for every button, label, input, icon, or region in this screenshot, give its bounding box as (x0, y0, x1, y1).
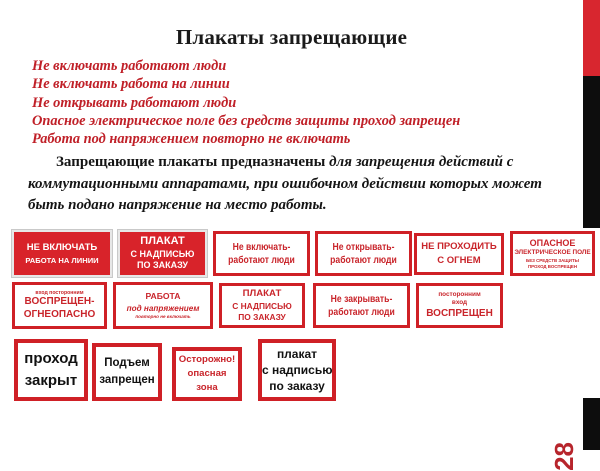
red-warning-list (32, 57, 572, 148)
sign-opasnoe-elektricheskoe-pole (510, 231, 595, 276)
sign-line: ПЛАКАТ (242, 288, 282, 300)
sign-line: БЕЗ СРЕДСТВ ЗАЩИТЫ (526, 257, 579, 263)
sign-line: ВОСПРЕЩЕН- (24, 296, 95, 308)
sign-line: Не открывать- (332, 240, 395, 253)
sign-line: С НАДПИСЬЮ (130, 249, 195, 260)
sign-postoronnim-vhod-vospreshen (416, 283, 503, 328)
sign-line: под напряжением (126, 303, 200, 313)
sign-ostorozhno-opasnaya-zona (172, 347, 242, 401)
sign-line: работают люди (228, 253, 295, 266)
sign-line: опасная (187, 368, 227, 380)
sign-plakat-s-nadpisyu-po-zakazu-2 (219, 283, 305, 328)
sign-line: Не включать- (232, 240, 291, 253)
sign-line: по заказу (269, 379, 325, 394)
sign-ne-vklyuchat-rabotayut-lyudi (213, 231, 310, 276)
sign-grid (0, 225, 600, 405)
sign-line: ПО ЗАКАЗУ (137, 260, 188, 271)
sign-line: Осторожно! (178, 354, 236, 366)
sign-line: вход (451, 299, 468, 306)
sign-ne-otkryvat-rabotayut-lyudi (315, 231, 412, 276)
sign-line: С НАДПИСЬЮ (232, 300, 292, 311)
sign-line: плакат (276, 346, 318, 361)
sign-plakat-s-nadpisyu-po-zakazu-1 (118, 230, 207, 277)
page-title: Плакаты запрещающие (175, 25, 408, 49)
sign-line: проход (24, 349, 78, 367)
sign-line: ПО ЗАКАЗУ (238, 311, 286, 322)
red-list-item: Не включать работа на линии (32, 76, 230, 93)
paragraph-bold-lead: Запрещающие плакаты предназначены (56, 154, 326, 170)
sign-line: работают люди (330, 253, 397, 266)
sign-line: повторно не включать (135, 313, 191, 319)
sign-line: РАБОТА (145, 291, 181, 302)
paragraph-italic-body: для запрещения действий с коммутационными аппаратами, при ошибочном действии которых может быть подано напряжение на место работы. (28, 154, 542, 213)
sign-line: РАБОТА НА ЛИНИИ (25, 255, 99, 265)
red-list-item: Опасное электрическое поле без средств защиты проход запрещен (32, 112, 461, 129)
sign-line: с надписью (262, 362, 333, 377)
sign-line: НЕ ПРОХОДИТЬ (421, 241, 497, 253)
sign-line: ПРОХОД ВОСПРЕЩЕН (527, 263, 578, 269)
edge-accent-black-bar-top (583, 76, 600, 228)
edge-accent-red-bar (583, 0, 600, 76)
sign-prohod-zakryt (14, 339, 88, 401)
red-list-item: Не открывать работают люди (32, 94, 237, 111)
sign-plakat-s-nadpisyu-po-zakazu-3 (258, 339, 336, 401)
sign-line: вход посторонним (35, 289, 84, 296)
sign-line: ОПАСНОЕ (529, 238, 576, 249)
body-paragraph (28, 152, 564, 217)
sign-podem-zapreshen (92, 343, 162, 401)
sign-line: работают люди (328, 305, 395, 318)
sign-vhod-postoronnim-vospreshen-ogneopasno (12, 282, 107, 329)
sign-line: ПЛАКАТ (140, 235, 185, 248)
edge-accent-black-bar-bottom (583, 398, 600, 450)
sign-line: ЭЛЕКТРИЧЕСКОЕ ПОЛЕ (514, 249, 591, 257)
sign-line: закрыт (24, 372, 78, 389)
sign-rabota-pod-napryazheniem (113, 282, 213, 329)
sign-ne-prohodit-s-ognem (414, 233, 504, 275)
sign-line: Не закрывать- (330, 292, 393, 305)
sign-line: ВОСПРЕЩЕН (426, 308, 493, 320)
sign-line: Подъем (104, 356, 150, 369)
red-list-item: Работа под напряжением повторно не включать (32, 131, 351, 148)
sign-line: ОГНЕОПАСНО (23, 308, 96, 320)
page-number: 28 (549, 442, 579, 471)
sign-line: НЕ ВКЛЮЧАТЬ (26, 242, 98, 254)
red-list-item: Не включать работают люди (32, 58, 227, 74)
sign-ne-vklyuchat-rabota-na-linii (12, 230, 112, 277)
sign-line: С ОГНЕМ (437, 255, 481, 266)
sign-line: запрещен (99, 374, 155, 386)
sign-ne-zakryvat-rabotayut-lyudi (313, 283, 410, 328)
sign-line: посторонним (438, 290, 481, 298)
sign-line: зона (196, 381, 218, 393)
